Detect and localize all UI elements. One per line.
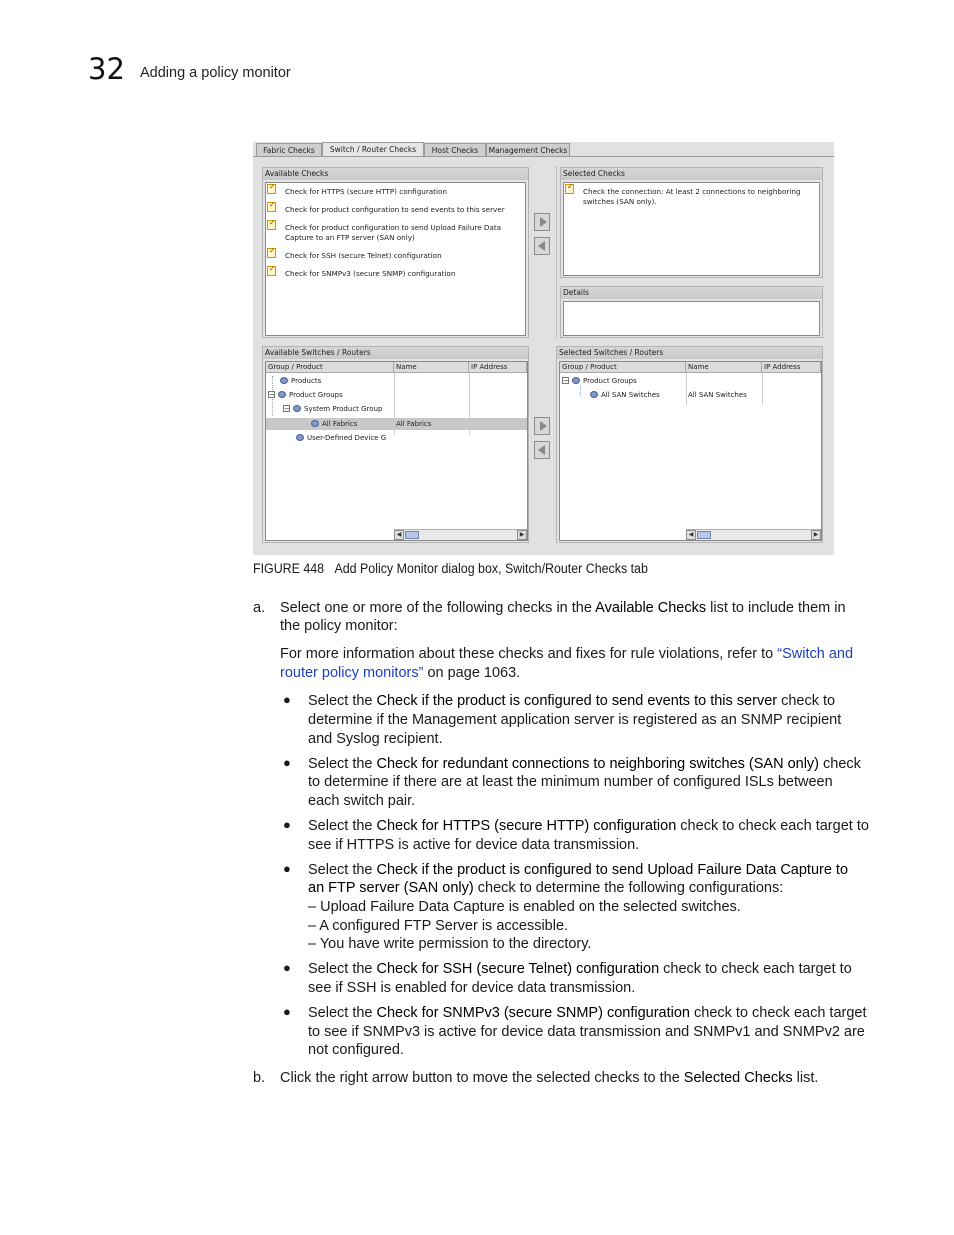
scroll-right-button[interactable]: ▶ <box>811 530 821 540</box>
selected-switches-title: Selected Switches / Routers <box>557 347 822 359</box>
bullet-ssh-line2: see if SSH is enabled for device data transmission. <box>308 980 636 996</box>
tree-row-all-san-switches[interactable]: All SAN Switches <box>590 390 660 400</box>
step-a-marker: a. <box>253 600 266 616</box>
available-checks-title: Available Checks <box>263 168 528 180</box>
check-item-upload-failure-line2[interactable]: Capture to an FTP server (SAN only) <box>285 233 415 242</box>
tree-row-user-defined[interactable]: User-Defined Device G <box>296 433 392 443</box>
arrow-left-icon <box>538 241 545 251</box>
arrow-right-icon <box>540 421 547 431</box>
available-checks-panel <box>262 167 529 338</box>
tab-management-checks[interactable]: Management Checks <box>486 143 570 156</box>
product-globe-icon <box>296 434 304 441</box>
check-item-upload-failure[interactable]: Check for product configuration to send Upload Failure Data <box>285 223 502 232</box>
details-panel <box>560 286 823 338</box>
column-divider <box>686 373 687 405</box>
collapse-icon[interactable]: − <box>269 391 275 399</box>
column-header-group[interactable]: Group / Product <box>266 362 394 373</box>
tree-row-product-groups[interactable]: − Product Groups <box>269 391 343 399</box>
selected-check-redundant-line2[interactable]: switches (SAN only). <box>583 197 657 206</box>
bullet-dot: ● <box>283 817 291 832</box>
horizontal-scrollbar[interactable] <box>394 529 527 540</box>
check-item-events[interactable]: Check for product configuration to send events to this server <box>285 205 505 214</box>
arrow-right-icon <box>540 217 547 227</box>
product-globe-icon <box>590 391 598 398</box>
scroll-thumb[interactable] <box>697 531 711 539</box>
available-switches-panel <box>262 346 529 543</box>
tree-row-product-groups[interactable]: − Product Groups <box>563 377 637 385</box>
column-header-name[interactable]: Name <box>394 362 469 373</box>
available-checks-list[interactable] <box>265 182 526 336</box>
move-switch-right-arrow-button[interactable] <box>534 417 550 435</box>
check-item-icon <box>565 184 574 194</box>
bullet-upload-line1: Select the Check if the product is configured to send Upload Failure Data Capture to <box>308 862 849 878</box>
bullet-dot: ● <box>283 692 291 707</box>
bullet-dot: ● <box>283 755 291 770</box>
check-item-icon <box>267 184 276 194</box>
bullet-events-line3: and Syslog recipient. <box>308 731 443 747</box>
scroll-right-button[interactable]: ▶ <box>517 530 527 540</box>
check-item-icon <box>267 202 276 212</box>
scroll-left-button[interactable]: ◀ <box>394 530 404 540</box>
tree-row-all-fabrics[interactable]: All Fabrics <box>311 419 357 429</box>
bullet-snmpv3-line1: Select the Check for SNMPv3 (secure SNMP) configuration check to check each target <box>308 1005 867 1021</box>
step-b-text: Click the right arrow button to move the selected checks to the Selected Checks list. <box>280 1070 819 1086</box>
selected-check-redundant[interactable]: Check the connection: At least 2 connections to neighboring <box>583 187 801 196</box>
product-globe-icon <box>311 420 319 427</box>
bullet-events-line2: determine if the Management application server is registered as an SNMP recipient <box>308 712 842 728</box>
move-left-arrow-button[interactable] <box>534 237 550 255</box>
selected-switches-panel <box>556 346 823 543</box>
check-item-ssh[interactable]: Check for SSH (secure Telnet) configuration <box>285 251 442 260</box>
bullet-ssh-line1: Select the Check for SSH (secure Telnet) configuration check to check each target to <box>308 961 852 977</box>
tree-row-all-san-switches-name: All SAN Switches <box>688 391 747 399</box>
tab-fabric-checks[interactable]: Fabric Checks <box>256 143 322 156</box>
product-globe-icon <box>278 391 286 398</box>
selected-checks-title: Selected Checks <box>561 168 822 180</box>
selected-checks-panel <box>560 167 823 278</box>
column-divider <box>762 373 763 405</box>
bullet-redundant-line1: Select the Check for redundant connections to neighboring switches (SAN only) check <box>308 756 861 772</box>
bullet-upload-line3: – Upload Failure Data Capture is enabled on the selected switches. <box>308 899 741 915</box>
check-item-https[interactable]: Check for HTTPS (secure HTTP) configuration <box>285 187 447 196</box>
check-item-icon <box>267 266 276 276</box>
bullet-upload-line4: – A configured FTP Server is accessible. <box>308 918 569 934</box>
bullet-redundant-line2: to determine if there are at least the minimum number of configured ISLs between <box>308 774 833 790</box>
tree-row-products[interactable]: Products <box>280 376 321 386</box>
step-a-text-line2: the policy monitor: <box>280 618 398 634</box>
add-policy-monitor-dialog <box>253 142 834 555</box>
figure-label: FIGURE 448 <box>253 561 325 576</box>
available-switches-title: Available Switches / Routers <box>263 347 528 359</box>
chapter-title: Adding a policy monitor <box>140 65 291 81</box>
bullet-snmpv3-line3: not configured. <box>308 1042 404 1058</box>
step-a-text: Select one or more of the following checks in the Available Checks list to include them in <box>280 600 846 616</box>
tab-switch-router-checks[interactable]: Switch / Router Checks <box>322 142 424 157</box>
product-globe-icon <box>572 377 580 384</box>
chapter-number: 32 <box>88 52 125 86</box>
check-item-icon <box>267 220 276 230</box>
collapse-icon[interactable]: − <box>284 405 290 413</box>
bullet-dot: ● <box>283 960 291 975</box>
tree-line <box>580 386 581 395</box>
horizontal-scrollbar[interactable] <box>686 529 821 540</box>
tree-row-all-fabrics-name: All Fabrics <box>396 420 432 428</box>
column-header-ip[interactable]: IP Address <box>762 362 821 373</box>
bullet-https-line1: Select the Check for HTTPS (secure HTTP) configuration check to check each target to <box>308 818 869 834</box>
step-b-marker: b. <box>253 1070 266 1086</box>
details-area <box>563 301 820 336</box>
bullet-snmpv3-line2: to see if SNMPv3 is active for device data transmission and SNMPv1 and SNMPv2 are <box>308 1024 865 1040</box>
figure-caption <box>253 561 648 576</box>
available-switches-table <box>265 361 528 541</box>
more-info-text: For more information about these checks and fixes for rule violations, refer to “Switch and <box>280 646 854 662</box>
check-item-icon <box>267 248 276 258</box>
more-info-text-line2: router policy monitors” on page 1063. <box>280 665 521 681</box>
bullet-upload-line2: an FTP server (SAN only) check to determine the following configurations: <box>308 880 784 896</box>
bullet-events-line1: Select the Check if the product is configured to send events to this server check to <box>308 693 836 709</box>
bullet-dot: ● <box>283 861 291 876</box>
scroll-thumb[interactable] <box>405 531 419 539</box>
product-globe-icon <box>280 377 288 384</box>
product-globe-icon <box>293 405 301 412</box>
tab-host-checks[interactable]: Host Checks <box>424 143 486 156</box>
move-right-arrow-button[interactable] <box>534 213 550 231</box>
bullet-https-line2: see if HTTPS is active for device data transmission. <box>308 837 640 853</box>
bullet-redundant-line3: each switch pair. <box>308 793 416 809</box>
figure-title: Add Policy Monitor dialog box, Switch/Router Checks tab <box>334 561 648 576</box>
tree-row-system-product-group[interactable]: − System Product Group <box>284 405 383 413</box>
details-title: Details <box>561 287 822 299</box>
scroll-left-button[interactable]: ◀ <box>686 530 696 540</box>
move-switch-left-arrow-button[interactable] <box>534 441 550 459</box>
switch-router-policy-link-line2[interactable]: router policy monitors” <box>280 665 424 681</box>
check-item-snmpv3[interactable]: Check for SNMPv3 (secure SNMP) configuration <box>285 269 456 278</box>
switch-router-policy-link[interactable]: “Switch and <box>777 646 854 662</box>
bullet-upload-line5: – You have write permission to the directory. <box>308 936 592 952</box>
selected-switches-table <box>559 361 822 541</box>
selected-checks-list[interactable] <box>563 182 820 276</box>
column-header-name[interactable]: Name <box>686 362 762 373</box>
column-header-ip[interactable]: IP Address <box>469 362 527 373</box>
tab-divider <box>253 156 834 157</box>
splitter[interactable] <box>556 167 557 338</box>
column-header-group[interactable]: Group / Product <box>560 362 686 373</box>
bullet-dot: ● <box>283 1004 291 1019</box>
arrow-left-icon <box>538 445 545 455</box>
collapse-icon[interactable]: − <box>563 377 569 385</box>
